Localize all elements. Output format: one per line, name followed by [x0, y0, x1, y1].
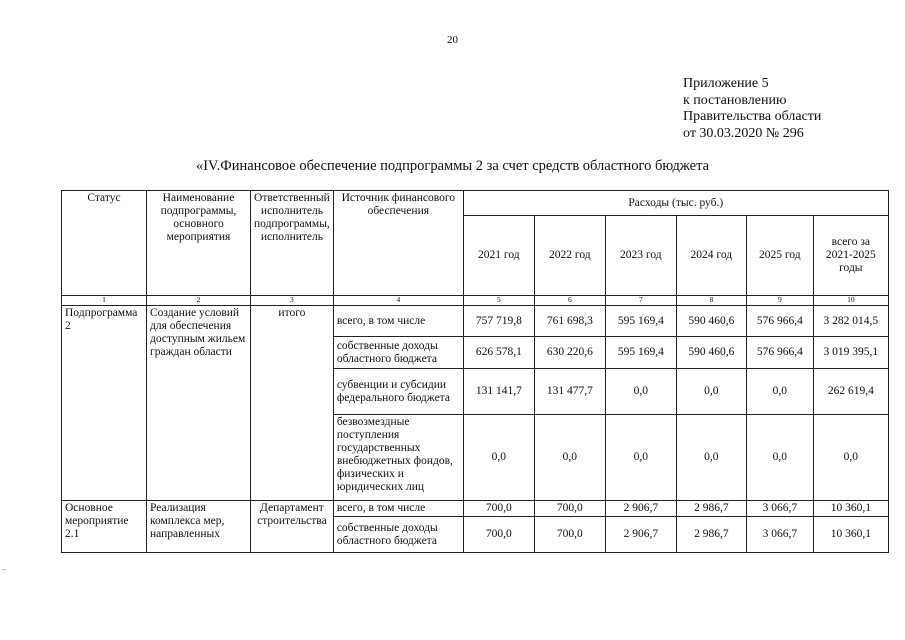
value-cell: 131 477,7: [534, 369, 605, 415]
value-cell: 757 719,8: [463, 306, 534, 337]
header-2024: 2024 год: [676, 216, 746, 296]
column-index: 7: [605, 296, 676, 306]
header-expenses: Расходы (тыс. руб.): [463, 191, 888, 216]
financing-table: [61, 190, 889, 553]
header-2023: 2023 год: [605, 216, 676, 296]
column-index: 10: [813, 296, 888, 306]
document-title: «IV.Финансовое обеспечение подпрограммы 2 за счет средств областного бюджета: [195, 158, 710, 174]
header-name: Наименование подпрограммы, основного мероприятия: [147, 191, 251, 296]
value-cell: 131 141,7: [463, 369, 534, 415]
value-cell: 576 966,4: [746, 337, 813, 369]
value-cell: 2 986,7: [676, 501, 746, 517]
appendix-line: Правительства области: [683, 109, 822, 124]
value-cell: 0,0: [463, 415, 534, 501]
value-cell: 0,0: [534, 415, 605, 501]
header-responsible: Ответственный исполнитель подпрограммы, исполнитель: [251, 191, 334, 296]
value-cell: 10 360,1: [813, 501, 888, 517]
value-cell: 262 619,4: [813, 369, 888, 415]
value-cell: 630 220,6: [534, 337, 605, 369]
value-cell: 700,0: [534, 501, 605, 517]
table-row: [62, 306, 889, 337]
source-cell: всего, в том числе: [333, 501, 463, 517]
value-cell: 2 986,7: [676, 517, 746, 553]
margin-mark: –: [2, 565, 6, 573]
value-cell: 0,0: [746, 415, 813, 501]
value-cell: 626 578,1: [463, 337, 534, 369]
status-cell: Подпрограмма 2: [62, 306, 147, 501]
value-cell: 595 169,4: [605, 306, 676, 337]
value-cell: 10 360,1: [813, 517, 888, 553]
value-cell: 3 282 014,5: [813, 306, 888, 337]
value-cell: 576 966,4: [746, 306, 813, 337]
source-cell: собственные доходы областного бюджета: [333, 517, 463, 553]
column-index: 5: [463, 296, 534, 306]
source-cell: собственные доходы областного бюджета: [333, 337, 463, 369]
value-cell: 2 906,7: [605, 517, 676, 553]
column-index: 9: [746, 296, 813, 306]
value-cell: 2 906,7: [605, 501, 676, 517]
value-cell: 590 460,6: [676, 337, 746, 369]
header-2022: 2022 год: [534, 216, 605, 296]
page-number: 20: [447, 34, 458, 46]
value-cell: 0,0: [676, 415, 746, 501]
appendix-line: к постановлению: [683, 92, 787, 108]
column-index: 8: [676, 296, 746, 306]
value-cell: 595 169,4: [605, 337, 676, 369]
value-cell: 3 066,7: [746, 501, 813, 517]
responsible-cell: итого: [251, 306, 334, 501]
header-2021: 2021 год: [463, 216, 534, 296]
value-cell: 700,0: [463, 517, 534, 553]
name-cell: Создание условий для обеспечения доступным жильем граждан области: [147, 306, 251, 501]
column-index: 6: [534, 296, 605, 306]
column-index: 2: [147, 296, 251, 306]
header-2025: 2025 год: [746, 216, 813, 296]
value-cell: 700,0: [534, 517, 605, 553]
appendix-block: [683, 76, 821, 142]
header-source: Источник финансового обеспечения: [333, 191, 463, 296]
column-index-row: [62, 296, 889, 306]
appendix-line: Приложение 5: [683, 76, 769, 91]
name-cell: Реализация комплекса мер, направленных: [147, 501, 251, 553]
column-index: 3: [251, 296, 334, 306]
header-status: Статус: [62, 191, 147, 296]
value-cell: 0,0: [676, 369, 746, 415]
source-cell: всего, в том числе: [333, 306, 463, 337]
appendix-line: от 30.03.2020 № 296: [683, 125, 804, 141]
column-index: 1: [62, 296, 147, 306]
column-index: 4: [333, 296, 463, 306]
value-cell: 761 698,3: [534, 306, 605, 337]
value-cell: 0,0: [746, 369, 813, 415]
value-cell: 0,0: [605, 369, 676, 415]
status-cell: Основное мероприятие 2.1: [62, 501, 147, 553]
value-cell: 590 460,6: [676, 306, 746, 337]
source-cell: субвенции и субсидии федерального бюджета: [333, 369, 463, 415]
value-cell: 700,0: [463, 501, 534, 517]
value-cell: 3 019 395,1: [813, 337, 888, 369]
table-row: [62, 501, 889, 517]
value-cell: 3 066,7: [746, 517, 813, 553]
source-cell: безвозмездные поступления государственных внебюджетных фондов, физических и юридических лиц: [333, 415, 463, 501]
responsible-cell: Департамент строительства: [251, 501, 334, 553]
header-total: всего за 2021-2025 годы: [813, 216, 888, 296]
value-cell: 0,0: [605, 415, 676, 501]
value-cell: 0,0: [813, 415, 888, 501]
